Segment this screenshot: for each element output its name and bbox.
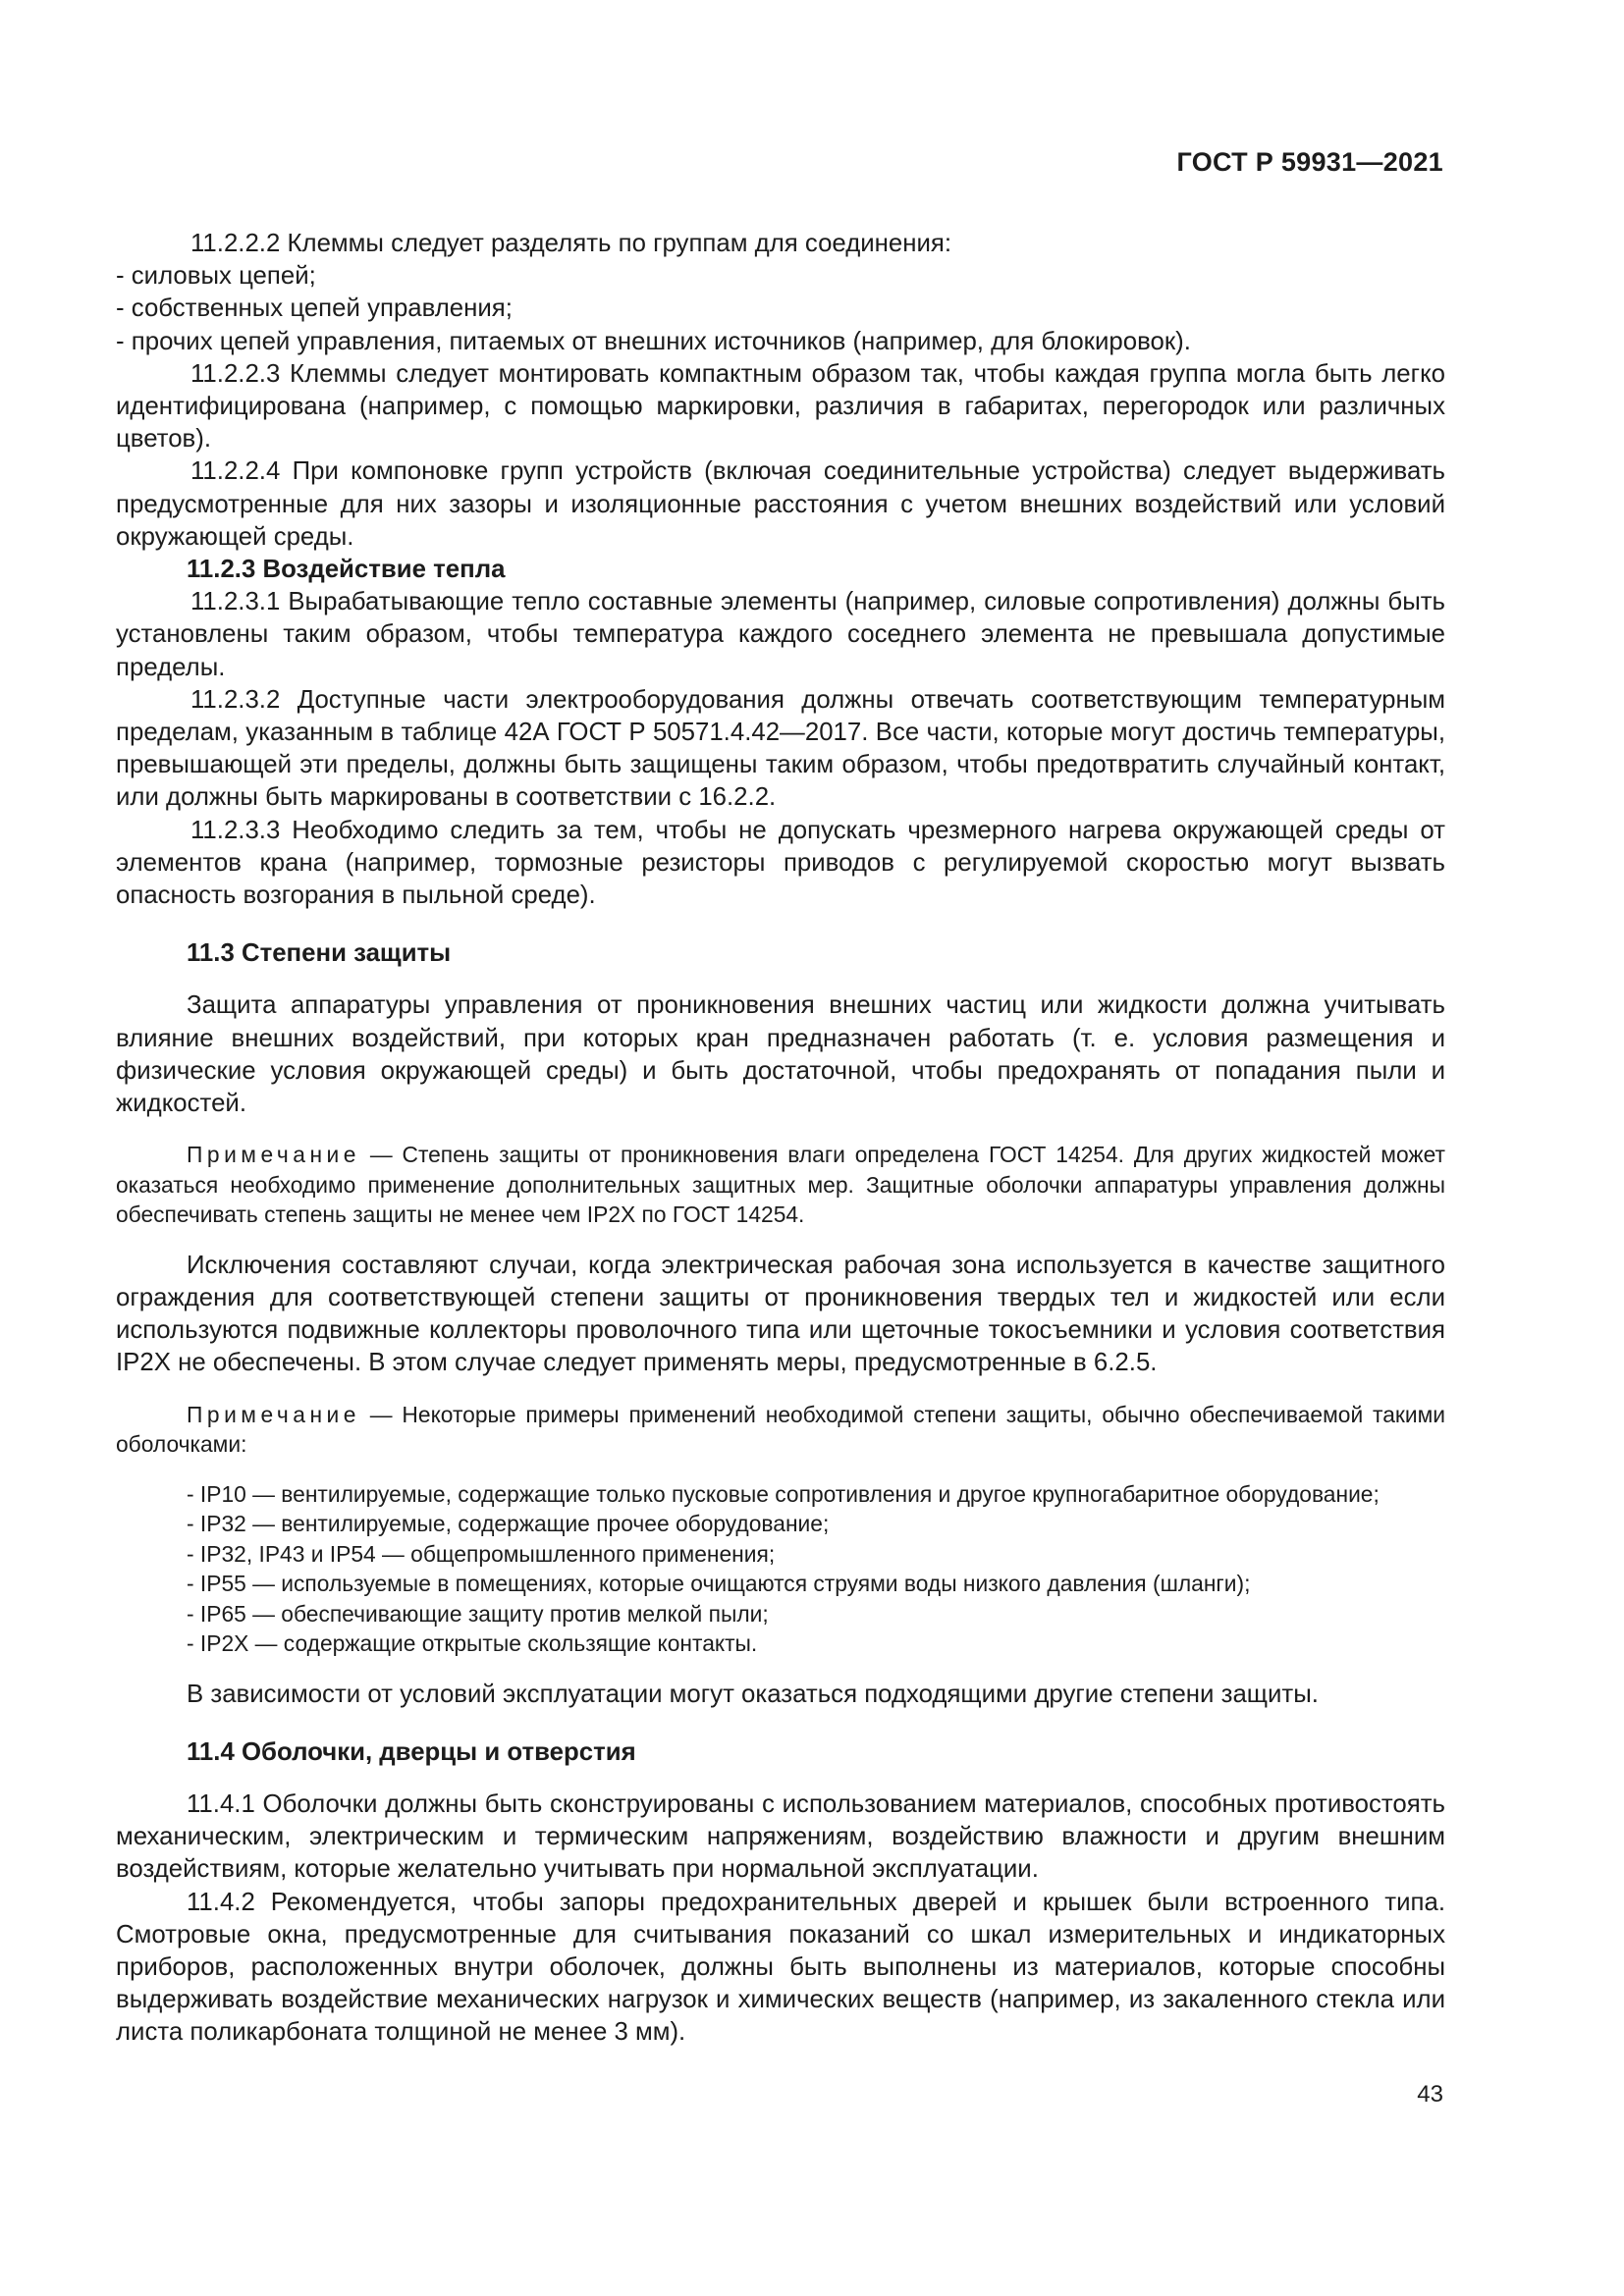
paragraph-exceptions: Исключения составляют случаи, когда электрическая рабочая зона используется в качестве защитного ограждения для соответствующей степени защиты от проникновения твердых тел и жидкостей или если используются подвижные коллекторы проволочного типа или щеточные токосъемники и условия соответствия IP2X не обеспечены. В этом случае следует применять меры, предусмотренные в 6.2.5. (116, 1251, 1445, 1377)
paragraph-11-2-2-2: 11.2.2.2 Клеммы следует разделять по группам для соединения: (190, 230, 952, 257)
page-number: 43 (1417, 2081, 1443, 2108)
paragraph-11-2-3-2: 11.2.3.2 Доступные части электрооборудования должны отвечать соответствующим температурным пределам, указанным в таблице 42А ГОСТ Р 50571.4.42—2017. Все части, которые могут достичь температуры, превышающей эти пределы, должны быть защищены таким образом, чтобы предотвратить случайный контакт, или должны быть маркированы в соответствии с 16.2.2. (116, 685, 1445, 812)
note-list-item: - IP32 — вентилируемые, содержащие прочее оборудование; (187, 1511, 830, 1537)
note-label: Примечание (187, 1142, 360, 1168)
note-text: — Степень защиты от проникновения влаги определена ГОСТ 14254. Для других жидкостей может оказаться необходимо применение дополнительных защитных мер. Защитные оболочки аппаратуры управления должны обеспечивать степень защиты не менее чем IP2X по ГОСТ 14254. (116, 1142, 1445, 1228)
note-2 (116, 1400, 1445, 1460)
paragraph-11-2-2-3: 11.2.2.3 Клеммы следует монтировать компактным образом так, чтобы каждая группа могла быть легко идентифицирована (например, с помощью маркировки, различия в габаритах, перегородок или различных цветов). (116, 359, 1445, 454)
note-list-item: - IP10 — вентилируемые, содержащие только пусковые сопротивления и другое крупногабаритное оборудование; (187, 1480, 1380, 1507)
paragraph-11-4-2: 11.4.2 Рекомендуется, чтобы запоры предохранительных дверей и крышек были встроенного типа. Смотровые окна, предусмотренные для считывания показаний со шкал измерительных и индикаторных приборов, расположенных внутри оболочек, должны быть выполнены из материалов, которые способны выдерживать воздействие механических нагрузок и химических веществ (например, из закаленного стекла или листа поликарбоната толщиной не менее 3 мм). (116, 1888, 1445, 2047)
document-header: ГОСТ Р 59931—2021 (1176, 147, 1443, 177)
note-1 (116, 1140, 1445, 1230)
paragraph-11-4-1: 11.4.1 Оболочки должны быть сконструированы с использованием материалов, способных противостоять механическим, электрическим и термическим напряжениям, воздействию влажности и другим внешним воздействиям, которые желательно учитывать при нормальной эксплуатации. (116, 1790, 1445, 1884)
note-list-item: - IP65 — обеспечивающие защиту против мелкой пыли; (187, 1600, 769, 1627)
paragraph-11-2-2-4: 11.2.2.4 При компоновке групп устройств (включая соединительные устройства) следует выдерживать предусмотренные для них зазоры и изоляционные расстояния с учетом внешних воздействий или условий окружающей среды. (116, 457, 1445, 551)
section-heading-11-2-3: 11.2.3 Воздействие тепла (187, 556, 506, 584)
list-item: - силовых цепей; (116, 262, 316, 291)
section-heading-11-4: 11.4 Оболочки, дверцы и отверстия (187, 1737, 636, 1766)
note-list-item: - IP2X — содержащие открытые скользящие контакты. (187, 1630, 758, 1657)
paragraph-other-degrees: В зависимости от условий эксплуатации могут оказаться подходящими другие степени защиты. (187, 1680, 1319, 1708)
note-list-item: - IP32, IP43 и IP54 — общепромышленного применения; (187, 1540, 776, 1567)
list-item: - собственных цепей управления; (116, 294, 513, 323)
note-list-item: - IP55 — используемые в помещениях, которые очищаются струями воды низкого давления (шланги); (187, 1571, 1251, 1597)
paragraph-protection: Защита аппаратуры управления от проникновения внешних частиц или жидкости должна учитывать влияние внешних воздействий, при которых кран предназначен работать (т. е. условия размещения и физические условия окружающей среды) и быть достаточной, чтобы предохранять от попадания пыли и жидкостей. (116, 991, 1445, 1118)
list-item: - прочих цепей управления, питаемых от внешних источников (например, для блокировок). (116, 327, 1191, 355)
note-label: Примечание (187, 1401, 360, 1427)
document-body (116, 228, 1445, 2050)
note-list (116, 1479, 1445, 1659)
note-text: — Некоторые примеры применений необходимой степени защиты, обычно обеспечиваемой такими оболочками: (116, 1401, 1445, 1458)
paragraph-11-2-3-3: 11.2.3.3 Необходимо следить за тем, чтобы не допускать чрезмерного нагрева окружающей среды от элементов крана (например, тормозные резисторы приводов с регулируемой скоростью могут вызвать опасность возгорания в пыльной среде). (116, 816, 1445, 910)
section-heading-11-3: 11.3 Степени защиты (187, 939, 452, 968)
paragraph-11-2-3-1: 11.2.3.1 Вырабатывающие тепло составные элементы (например, силовые сопротивления) должны быть установлены таким образом, чтобы температура каждого соседнего элемента не превышала допустимые пределы. (116, 588, 1445, 681)
